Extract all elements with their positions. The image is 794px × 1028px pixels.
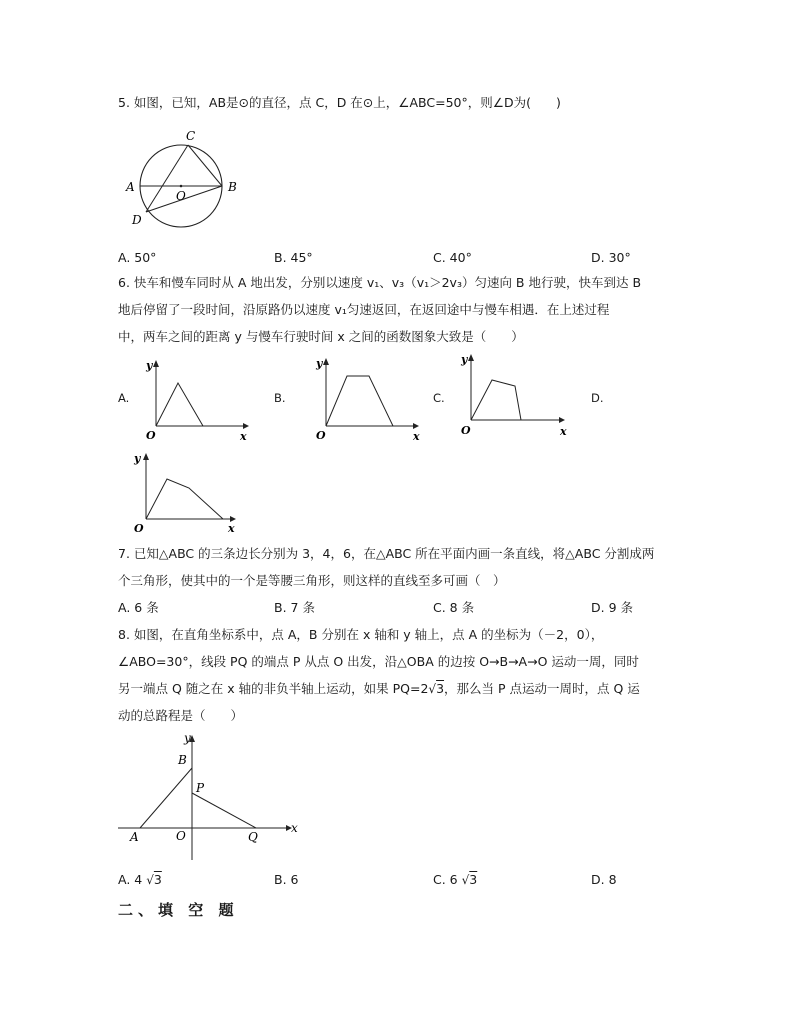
q8-label-a: A [130,830,139,844]
q6-stem-line3: 中，两车之间的距离 y 与慢车行驶时间 x 之间的函数图象大致是（ ） [118,329,524,344]
q6d-y-label: y [134,452,141,465]
q8-label-q: Q [248,830,258,844]
q5-option-b: B. 45° [274,250,313,265]
q8-stem-line2: ∠ABO=30°，线段 PQ 的端点 P 从点 O 出发，沿△OBA 的边按 O→B→A→O 运动一周，同时 [118,654,639,669]
q6b-y-label: y [316,357,323,370]
q6c-y-label: y [461,353,468,366]
q6c-x-label: x [560,425,567,438]
q7-option-a: A. 6 条 [118,600,159,615]
q8-x-label: x [291,821,298,835]
q5-label-o: O [176,189,186,203]
q7-stem-line1: 7. 已知△ABC 的三条边长分别为 3，4，6，在△ABC 所在平面内画一条直线，将△ABC 分割成两 [118,546,655,561]
q8-option-d: D. 8 [591,872,617,887]
q6-stem-line1: 6. 快车和慢车同时从 A 地出发，分别以速度 v₁、v₃（v₁＞2v₃）匀速向 B 地行驶，快车到达 B [118,275,642,290]
q6-graph-c [458,350,573,442]
q5-circle-figure [120,125,255,230]
q8-stem-line4: 动的总路程是（ ） [118,708,244,723]
q8-option-b: B. 6 [274,872,299,887]
q5-option-c: C. 40° [433,250,472,265]
q6b-x-label: x [413,430,420,443]
q8-stem-line3: 另一端点 Q 随之在 x 轴的非负半轴上运动，如果 PQ=2√3，那么当 P 点运动一周时，点 Q 运 [118,681,640,696]
q5-label-c: C [186,129,196,143]
q6-graph-b [313,353,428,443]
q5-stem: 5. 如图，已知，AB是⊙的直径，点 C，D 在⊙上，∠ABC=50°，则∠D为( ) [118,95,561,110]
q8-label-p: P [196,781,205,795]
q7-option-c: C. 8 条 [433,600,475,615]
q6-graph-d [131,448,246,536]
section-title-fill-in: 二、填 空 题 [118,901,239,919]
q6d-x-label: x [228,522,235,535]
q8-option-a: A. 4 √3 [118,872,162,887]
q7-stem-line2: 个三角形，使其中的一个是等腰三角形，则这样的直线至多可画（ ） [118,573,506,588]
q6a-x-label: x [240,430,247,443]
q6b-origin-label: O [316,429,326,442]
q8-coordinate-figure [118,730,308,865]
q6d-origin-label: O [134,522,144,535]
q7-option-b: B. 7 条 [274,600,315,615]
q6-option-label-c: C. [433,391,445,405]
q5-option-a: A. 50° [118,250,157,265]
q5-option-d: D. 30° [591,250,631,265]
q6c-origin-label: O [461,424,471,437]
q6-option-label-d: D. [591,391,604,405]
q5-label-a: A [126,180,135,194]
q6a-origin-label: O [146,429,156,442]
q6-option-label-a: A. [118,391,130,405]
q6-stem-line2: 地后停留了一段时间，沿原路仍以速度 v₁匀速返回，在返回途中与慢车相遇．在上述过程 [118,302,610,317]
q6-graph-a [143,355,253,443]
q5-label-d: D [132,213,142,227]
q8-option-c: C. 6 √3 [433,872,478,887]
q8-radicand: 3 [436,681,445,696]
q7-option-d: D. 9 条 [591,600,633,615]
q8-label-b: B [178,753,187,767]
q8-y-label: y [184,731,191,745]
q6-option-label-b: B. [274,391,286,405]
q8-stem-line1: 8. 如图，在直角坐标系中，点 A，B 分别在 x 轴和 y 轴上，点 A 的坐标为（－2，0）， [118,627,604,642]
q5-label-b: B [228,180,237,194]
q8-label-o: O [176,829,186,843]
q6a-y-label: y [146,359,153,372]
